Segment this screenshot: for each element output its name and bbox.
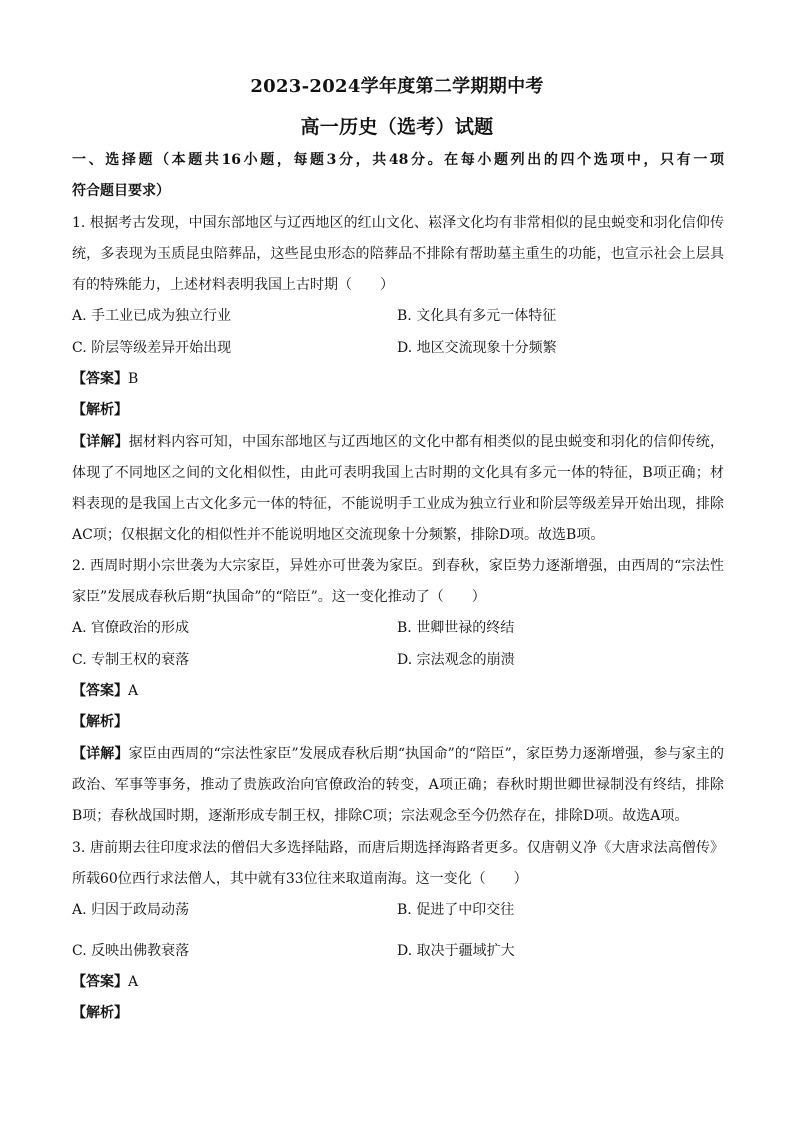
section-heading-line2: 符合题目要求） <box>72 183 170 199</box>
analysis-label: 【解析】 <box>72 1005 128 1021</box>
q2-answer-row <box>72 681 724 701</box>
answer-label: 【答案】 <box>72 974 128 990</box>
page-subtitle: 高一历史（选考）试题 <box>300 116 494 138</box>
q1-detail-line4: AC项；仅根据文化的相似性并不能说明地区交流现象十分频繁，排除D项。故选B项。 <box>72 527 605 543</box>
q1-stem-line3: 有的特殊能力，上述材料表明我国上古时期（ ） <box>72 277 394 293</box>
q1-option-d: D. 地区交流现象十分频繁 <box>397 340 557 356</box>
q2-option-b: B. 世卿世禄的终结 <box>397 620 515 636</box>
q2-option-d: D. 宗法观念的崩溃 <box>397 652 515 668</box>
q3-answer-row <box>72 972 724 992</box>
q1-detail-line1 <box>72 432 724 452</box>
answer-label: 【答案】 <box>72 683 128 699</box>
q2-stem-line2: 家臣”发展成春秋后期“执国命”的“陪臣”。这一变化推动了（ ） <box>72 589 486 605</box>
detail-label: 【详解】 <box>72 434 129 450</box>
q2-analysis-row <box>72 712 724 732</box>
q3-analysis-row <box>72 1003 724 1023</box>
q3-option-d: D. 取决于疆域扩大 <box>397 943 515 959</box>
q3-option-a: A. 归因于政局动荡 <box>72 902 190 918</box>
q2-stem-line1: 2. 西周时期小宗世袭为大宗家臣，异姓亦可世袭为家臣。到春秋，家臣势力逐渐增强，由西周的“宗法性 <box>72 558 724 574</box>
q3-stem-line2: 所载60位西行求法僧人，其中就有33位往来取道南海。这一变化（ ） <box>72 871 528 887</box>
q1-stem-line2: 统，多表现为玉质昆虫陪葬品，这些昆虫形态的陪葬品不排除有帮助墓主重生的功能，也宣示社会上层具 <box>72 246 724 262</box>
q2-detail-line3: B项；春秋战国时期，逐渐形成专制王权，排除C项；宗法观念至今仍然存在，排除D项。故选A项。 <box>72 808 689 824</box>
q2-detail-line2: 政治、军事等事务，推动了贵族政治向官僚政治的转变，A项正确；春秋时期世卿世禄制没有终结，排除 <box>72 777 724 793</box>
q1-detail-line3: 料表现的是我国上古文化多元一体的特征，不能说明手工业成为独立行业和阶层等级差异开始出现，排除 <box>72 496 724 512</box>
q1-answer-value: B <box>128 371 139 387</box>
section-heading-line1: 一、选择题（本题共16小题，每题3分，共48分。在每小题列出的四个选项中，只有一项 <box>72 152 724 168</box>
q2-detail-text1: 家臣由西周的“宗法性家臣”发展成春秋后期“执国命”的“陪臣”，家臣势力逐渐增强，参与家主的 <box>128 746 724 762</box>
q2-detail-line1 <box>72 744 724 764</box>
q1-option-a: A. 手工业已成为独立行业 <box>72 308 232 324</box>
detail-label: 【详解】 <box>72 746 129 762</box>
page-title: 2023-2024学年度第二学期期中考 <box>250 76 544 97</box>
q2-answer-value: A <box>128 683 139 699</box>
q1-answer-row <box>72 369 724 389</box>
q3-answer-value: A <box>128 974 139 990</box>
q2-option-c: C. 专制王权的衰落 <box>72 652 190 668</box>
q3-stem-line1: 3. 唐前期去往印度求法的僧侣大多选择陆路，而唐后期选择海路者更多。仅唐朝义净《大唐求法高僧传》 <box>72 840 724 856</box>
analysis-label: 【解析】 <box>72 714 128 730</box>
q1-detail-line2: 体现了不同地区之间的文化相似性，由此可表明我国上古时期的文化具有多元一体的特征，B项正确；材 <box>72 465 724 481</box>
q1-detail-text1: 据材料内容可知，中国东部地区与辽西地区的文化中都有相类似的昆虫蜕变和羽化的信仰传统， <box>128 434 725 450</box>
answer-label: 【答案】 <box>72 371 128 387</box>
analysis-label: 【解析】 <box>72 402 128 418</box>
q1-option-b: B. 文化具有多元一体特征 <box>397 308 557 324</box>
q2-option-a: A. 官僚政治的形成 <box>72 620 190 636</box>
q3-option-c: C. 反映出佛教衰落 <box>72 943 190 959</box>
q1-stem-line1: 1. 根据考古发现，中国东部地区与辽西地区的红山文化、崧泽文化均有非常相似的昆虫蜕变和羽化信仰传 <box>72 215 724 231</box>
q1-option-c: C. 阶层等级差异开始出现 <box>72 340 232 356</box>
q3-option-b: B. 促进了中印交往 <box>397 902 515 918</box>
q1-analysis-row <box>72 400 724 420</box>
